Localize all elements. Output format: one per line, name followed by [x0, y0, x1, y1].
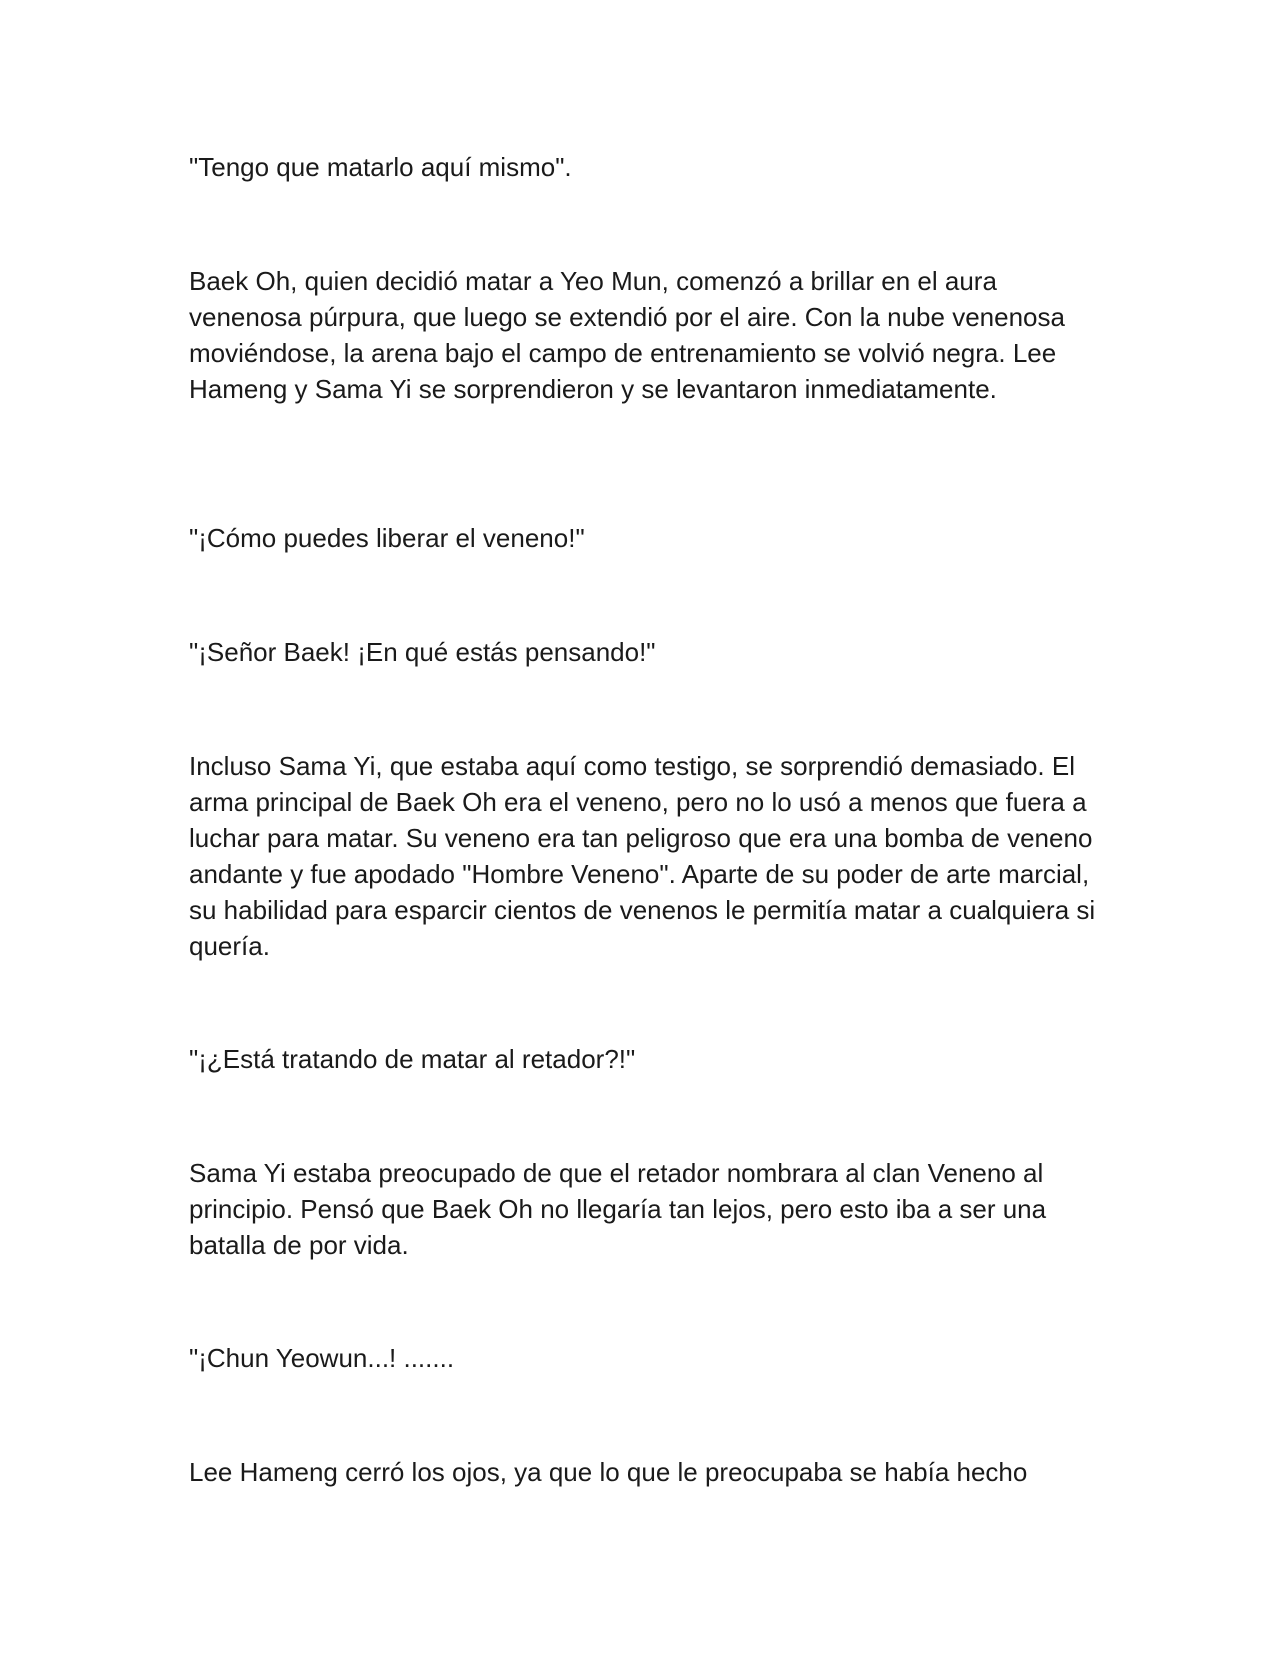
paragraph: Lee Hameng cerró los ojos, ya que lo que le preocupaba se había hecho	[189, 1457, 1028, 1487]
paragraph: "¡Cómo puedes liberar el veneno!"	[189, 523, 585, 553]
paragraph: Sama Yi estaba preocupado de que el retador nombrara al clan Veneno al principio. Pensó que Baek Oh no llegaría tan lejos, pero esto iba a ser una batalla de por vida.	[189, 1158, 1047, 1260]
paragraph: "¡¿Está tratando de matar al retador?!"	[189, 1044, 636, 1074]
paragraph: "¡Señor Baek! ¡En qué estás pensando!"	[189, 637, 656, 667]
paragraph: Incluso Sama Yi, que estaba aquí como testigo, se sorprendió demasiado. El arma principal de Baek Oh era el veneno, pero no lo usó a menos que fuera a luchar para matar. Su veneno era tan peligroso que era una bomba de veneno andante y fue apodado "Hombre Veneno". Aparte de su poder de arte marcial, su habilidad para esparcir cientos de venenos le permitía matar a cualquiera si quería.	[189, 751, 1096, 961]
paragraph: "Tengo que matarlo aquí mismo".	[189, 152, 572, 182]
paragraph: "¡Chun Yeowun...! .......	[189, 1343, 455, 1373]
paragraph: Baek Oh, quien decidió matar a Yeo Mun, comenzó a brillar en el aura venenosa púrpura, que luego se extendió por el aire. Con la nube venenosa moviéndose, la arena bajo el campo de entrenamiento se volvió negra. Lee Hameng y Sama Yi se sorprendieron y se levantaron inmediatamente.	[189, 266, 1065, 404]
